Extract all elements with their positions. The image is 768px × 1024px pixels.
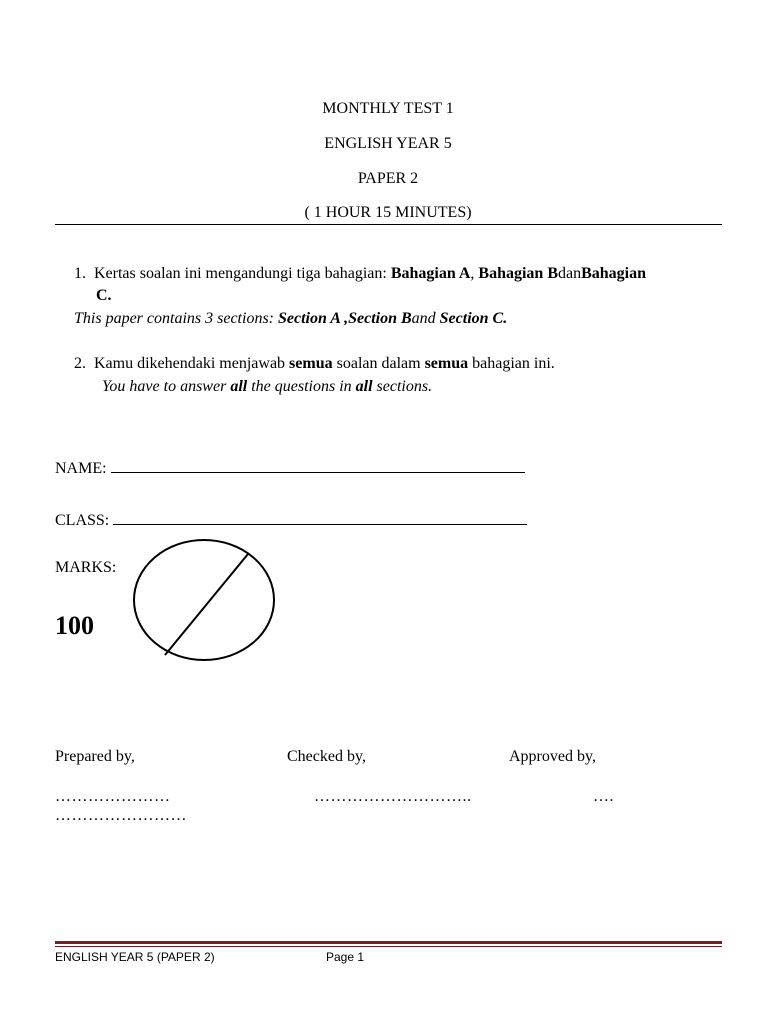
prepared-by-dots: ………………… (55, 788, 171, 805)
instruction-2-english (102, 378, 432, 396)
instruction-2-english-part1: You have to answer (102, 378, 231, 395)
checked-by-label: Checked by, (287, 748, 366, 765)
instruction-2-malay (74, 355, 555, 373)
checked-by-dots: ……………………….. (314, 788, 472, 805)
total-marks: 100 (55, 611, 94, 640)
instruction-2-bold2: semua (424, 355, 469, 372)
name-field[interactable] (55, 457, 525, 478)
instruction-1-section-a: Bahagian A (390, 265, 471, 282)
name-line[interactable] (111, 457, 525, 473)
header-divider (55, 224, 722, 225)
name-label: NAME: (55, 460, 107, 477)
instruction-2-english-bold1: all (230, 378, 248, 395)
instruction-2-part3: bahagian ini. (468, 355, 555, 372)
class-label: CLASS: (55, 512, 110, 529)
instruction-2-english-part2: the questions in (247, 378, 356, 395)
footer-subject: ENGLISH YEAR 5 (PAPER 2) (55, 950, 215, 964)
instruction-1-section-b: Bahagian B (478, 265, 558, 282)
instruction-1-english-and: and (411, 310, 440, 327)
instruction-1-section-c-word: Bahagian (581, 265, 647, 282)
instruction-1-malay-cont (96, 287, 112, 305)
footer-page-number: Page 1 (326, 950, 365, 964)
instruction-1-number: 1. (74, 265, 86, 282)
instruction-2-number: 2. (74, 355, 86, 372)
title-subject: ENGLISH YEAR 5 (324, 135, 452, 152)
instruction-2-part2: soalan dalam (332, 355, 425, 372)
marks-label: MARKS: (55, 559, 117, 576)
instruction-2-part1: Kamu dikehendaki menjawab (94, 355, 290, 372)
prepared-by-label: Prepared by, (55, 748, 135, 765)
approved-by-dots: …. (593, 788, 614, 805)
title-duration: ( 1 HOUR 15 MINUTES) (304, 204, 472, 221)
instruction-1-english-section-c: Section C. (439, 310, 508, 327)
instruction-1-malay-prefix: Kertas soalan ini mengandungi tiga bahagian: (94, 265, 391, 282)
title-monthly-test: MONTHLY TEST 1 (322, 100, 454, 117)
title-paper: PAPER 2 (357, 170, 419, 187)
instruction-1-english-section-b: Section B (348, 310, 412, 327)
instruction-1-section-c-letter: C. (96, 287, 112, 304)
footer-rule-thick (55, 941, 722, 944)
instruction-1-comma: , (470, 265, 479, 282)
instruction-2-english-bold2: all (355, 378, 373, 395)
instruction-2-bold1: semua (289, 355, 333, 372)
instruction-1-malay (74, 265, 646, 283)
instruction-1-english (74, 310, 507, 328)
instruction-2-english-part3: sections. (372, 378, 433, 395)
class-field[interactable] (55, 509, 527, 530)
marks-circle[interactable] (130, 536, 280, 666)
instruction-1-dan: dan (558, 265, 582, 282)
approved-by-label: Approved by, (509, 748, 596, 765)
footer-rule-thin (55, 946, 722, 947)
class-line[interactable] (113, 509, 527, 525)
instruction-1-english-section-a: Section A , (278, 310, 349, 327)
instruction-1-english-prefix: This paper contains 3 sections: (74, 310, 278, 327)
approved-by-dots-cont: …………………… (55, 807, 187, 824)
